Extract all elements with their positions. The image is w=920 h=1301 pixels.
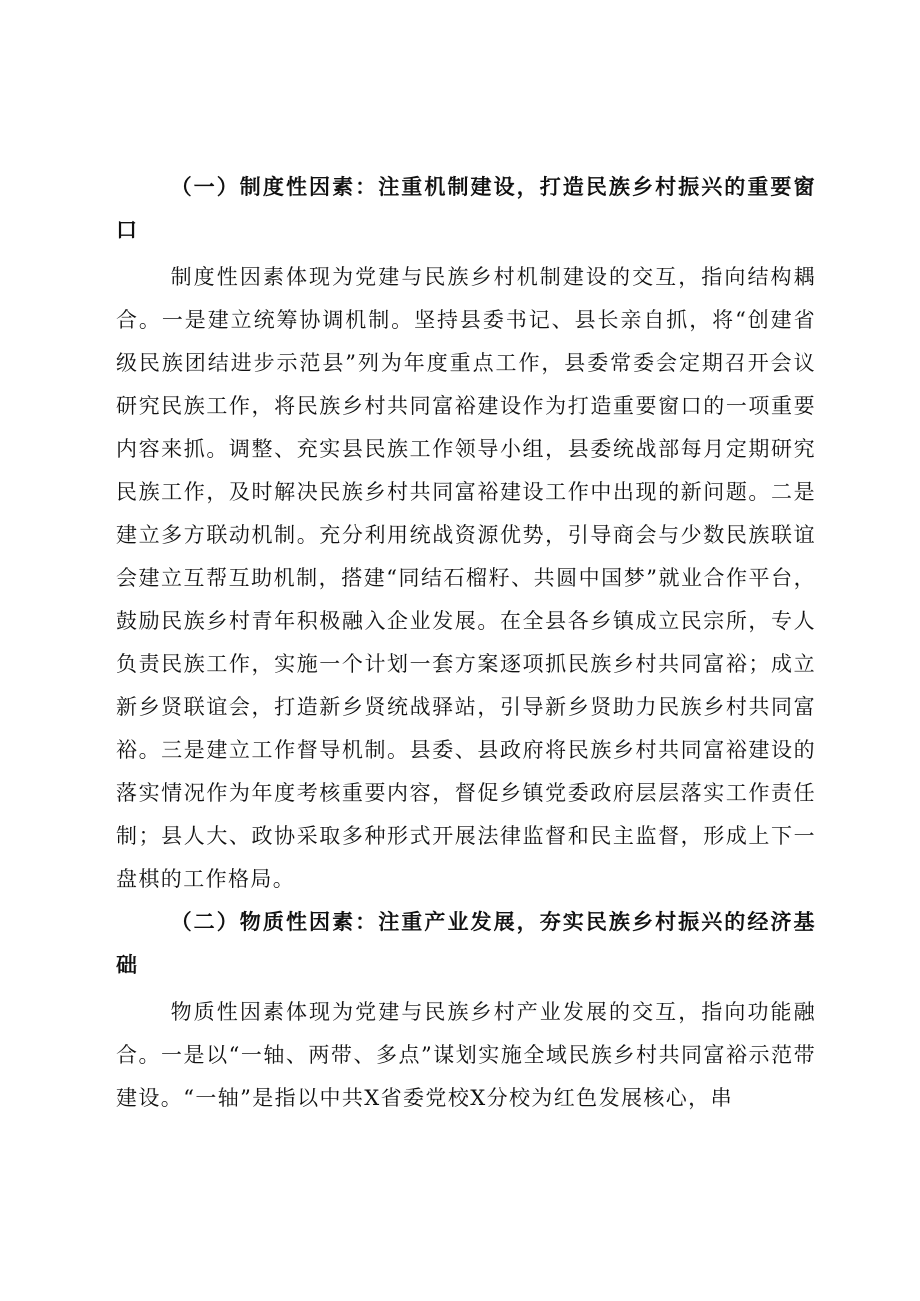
section-1-heading: （一）制度性因素：注重机制建设，打造民族乡村振兴的重要窗口 xyxy=(116,175,816,242)
section-2-paragraph: 物质性因素体现为党建与民族乡村产业发展的交互，指向功能融合。一是以“一轴、两带、多点”谋划实施全域民族乡村共同富裕示范带建设。“一轴”是指以中共X省委党校X分校为红色发展核心，串 xyxy=(116,1000,816,1110)
document-body xyxy=(116,166,816,1120)
section-1-paragraph: 制度性因素体现为党建与民族乡村机制建设的交互，指向结构耦合。一是建立统筹协调机制。坚持县委书记、县长亲自抓，将“创建省级民族团结进步示范县”列为年度重点工作，县委常委会定期召开会议研究民族工作，将民族乡村共同富裕建设作为打造重要窗口的一项重要内容来抓。调整、充实县民族工作领导小组，县委统战部每月定期研究民族工作，及时解决民族乡村共同富裕建设工作中出现的新问题。二是建立多方联动机制。充分利用统战资源优势，引导商会与少数民族联谊会建立互帮互助机制，搭建“同结石榴籽、共圆中国梦”就业合作平台，鼓励民族乡村青年积极融入企业发展。在全县各乡镇成立民宗所，专人负责民族工作，实施一个计划一套方案逐项抓民族乡村共同富裕；成立新乡贤联谊会，打造新乡贤统战驿站，引导新乡贤助力民族乡村共同富裕。三是建立工作督导机制。县委、县政府将民族乡村共同富裕建设的落实情况作为年度考核重要内容，督促乡镇党委政府层层落实工作责任制；县人大、政协采取多种形式开展法律监督和民主监督，形成上下一盘棋的工作格局。 xyxy=(116,265,816,891)
section-2-heading: （二）物质性因素：注重产业发展，夯实民族乡村振兴的经济基础 xyxy=(116,910,816,977)
